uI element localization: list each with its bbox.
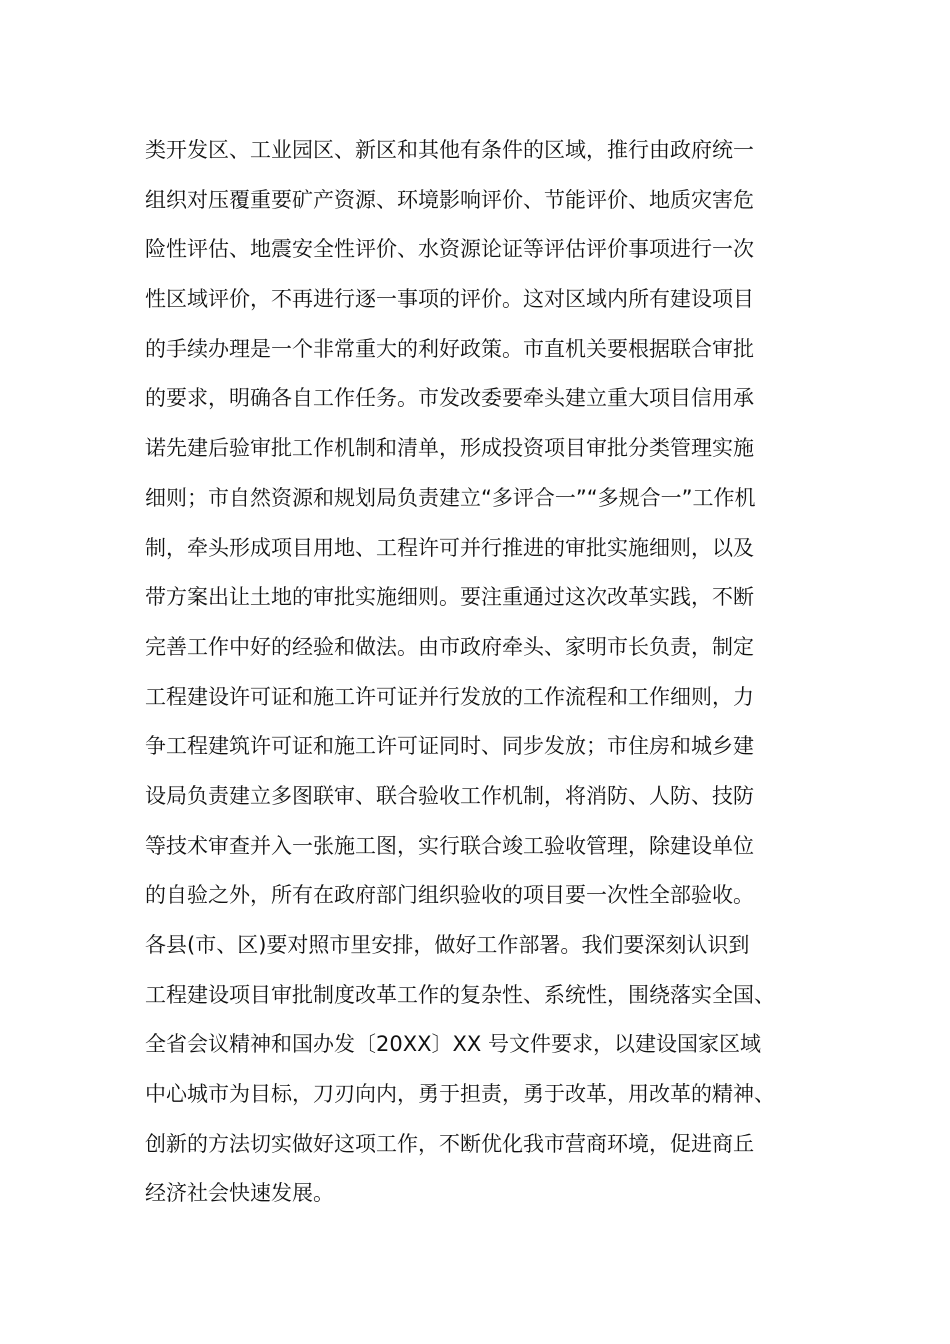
text-line-9: 制，牵头形成项目用地、工程许可并行推进的审批实施细则，以及 [145, 535, 754, 560]
text-line-20: 中心城市为目标，刀刃向内，勇于担责，勇于改革，用改革的精神、 [145, 1082, 775, 1107]
text-line-17: 各县(市、区)要对照市里安排，做好工作部署。我们要深刻认识到 [145, 933, 750, 957]
text-line-6: 的要求，明确各自工作任务。市发改委要牵头建立重大项目信用承 [145, 386, 754, 411]
text-line-7: 诺先建后验审批工作机制和清单，形成投资项目审批分类管理实施 [145, 436, 754, 461]
text-line-12: 工程建设许可证和施工许可证并行发放的工作流程和工作细则，力 [145, 684, 754, 709]
text-line-21: 创新的方法切实做好这项工作，不断优化我市营商环境，促进商丘 [145, 1131, 754, 1156]
body-paragraph [145, 126, 845, 1219]
text-line-19: 全省会议精神和国办发〔20XX〕XX 号文件要求，以建设国家区域 [145, 1032, 761, 1057]
text-line-16: 的自验之外，所有在政府部门组织验收的项目要一次性全部验收。 [145, 883, 754, 908]
text-line-11: 完善工作中好的经验和做法。由市政府牵头、家明市长负责，制定 [145, 634, 754, 659]
text-line-5: 的手续办理是一个非常重大的利好政策。市直机关要根据联合审批 [145, 336, 754, 361]
text-line-3: 险性评估、地震安全性评价、水资源论证等评估评价事项进行一次 [145, 237, 754, 262]
text-line-14: 设局负责建立多图联审、联合验收工作机制，将消防、人防、技防 [145, 783, 754, 808]
text-line-1: 类开发区、工业园区、新区和其他有条件的区域，推行由政府统一 [145, 138, 754, 162]
text-line-15: 等技术审查并入一张施工图，实行联合竣工验收管理，除建设单位 [145, 833, 754, 858]
text-line-8: 细则；市自然资源和规划局负责建立“多评合一”“多规合一”工作机 [145, 485, 756, 510]
text-line-18: 工程建设项目审批制度改革工作的复杂性、系统性，围绕落实全国、 [145, 982, 775, 1007]
text-line-10: 带方案出让土地的审批实施细则。要注重通过这次改革实践，不断 [145, 585, 754, 610]
text-line-2: 组织对压覆重要矿产资源、环境影响评价、节能评价、地质灾害危 [145, 187, 754, 212]
text-line-22: 经济社会快速发展。 [145, 1181, 334, 1206]
text-line-13: 争工程建筑许可证和施工许可证同时、同步发放；市住房和城乡建 [145, 734, 754, 759]
text-line-4: 性区域评价，不再进行逐一事项的评价。这对区域内所有建设项目 [145, 287, 754, 312]
